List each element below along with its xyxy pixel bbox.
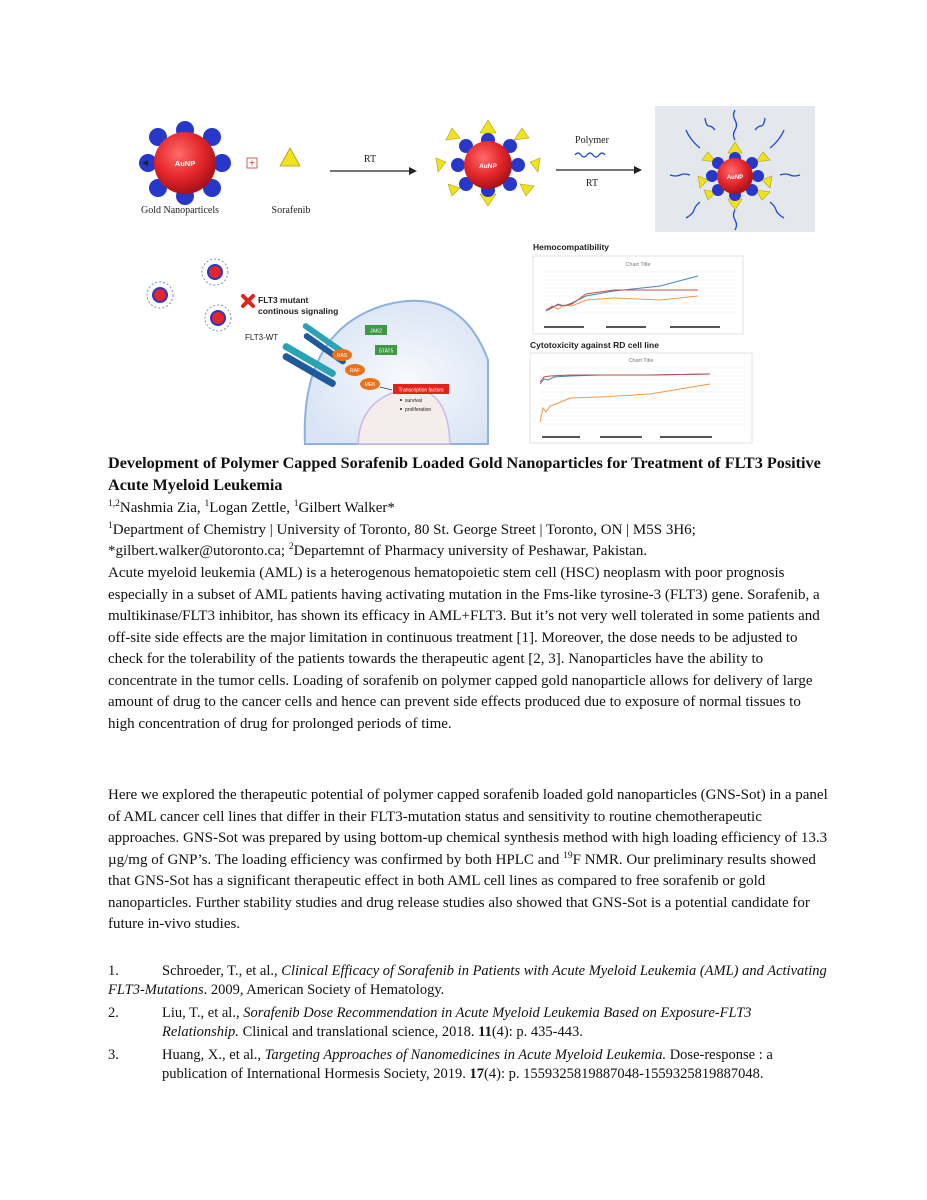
mutant-label-line2: continous signaling [258,306,339,316]
svg-text:RAF: RAF [350,368,360,374]
reference-pages: (4): p. 435-443. [491,1024,583,1040]
author-2: Logan Zettle, [209,500,294,516]
affil-1-sup: 1 [108,521,113,531]
svg-text:JAK2: JAK2 [370,328,382,335]
stat5-box [375,345,397,355]
affiliation-1: Department of Chemistry | University of Toronto, 80 St. George Street | Toronto, ON | M5S 3H6; [112,522,696,538]
svg-text:STAT5: STAT5 [378,348,394,355]
reference-authors: Schroeder, T., et al., [162,963,282,979]
gnp-caption: Gold Nanoparticels [140,205,220,216]
reference-title: Targeting Approaches of Nanomedicines in Acute Myeloid Leukemia. [264,1047,667,1063]
hemo-heading: Hemocompatibility [533,242,610,252]
author-3: Gilbert Walker* [298,500,395,516]
reference-authors: Huang, X., et al., [162,1047,265,1063]
hemo-chart-title: Chart Title [625,262,651,268]
reference-list [108,962,828,1088]
bullet-proliferation: proliferation [405,407,432,413]
reaction-arrow-1 [330,167,417,175]
gnp3-core-label: AuNP [726,175,744,181]
plus-sign: + [249,158,255,170]
svg-text:RAS: RAS [336,353,348,359]
affiliation-2: Departemnt of Pharmacy university of Peshawar, Pakistan. [293,543,648,559]
nmr-sup: 19 [563,850,573,861]
jak2-box [365,325,387,335]
graphical-abstract-figure [130,100,820,445]
gold-nanoparticle-icon [139,121,231,205]
ras-box [332,349,352,361]
corresponding-email: *gilbert.walker@utoronto.ca; [108,543,289,559]
reference-source: . 2009, American Society of Hematology. [203,982,445,998]
author-list [108,498,828,519]
paper-title: Development of Polymer Capped Sorafenib Loaded Gold Nanoparticles for Treatment of FLT3 Positive Acute Myeloid Leukemia [108,454,821,494]
gnp2-core-label: AuNP [479,163,497,170]
author-3-sup: 1 [293,499,299,509]
cyto-heading: Cytotoxicity against RD cell line [530,340,659,350]
affiliations [108,520,828,562]
reference-item [108,962,828,1000]
step2-top-label: Polymer [575,135,609,146]
reference-number: 2. [108,1005,119,1021]
reference-volume: 17 [469,1066,485,1082]
inhibit-x-icon [243,296,253,306]
paragraph-2-part-2: F NMR. Our preliminary results showed that GNS-Sot has a significant therapeutic effect in both AML cell lines as compared to free sorafenib or gold nanoparticles. Further stability studies and drug release studies also showed that GNS-Sot is a potential candidate for future in-vivo studies. [108,851,816,932]
reference-number: 3. [108,1047,119,1063]
reference-source: Dose-response : a publication of International Hormesis Society, 2019. [162,1047,773,1082]
sorafenib-triangle-icon [280,148,300,166]
author-2-sup: 1 [204,499,210,509]
author-1: Nashmia Zia, [119,500,205,516]
paragraph-2-part-1: Here we explored the therapeutic potential of polymer capped sorafenib loaded gold nanoparticles (GNS-Sot) in a panel of AML cancer cell lines that differ in their FLT3-mutation status and sensitivity to routine chemotherapeutic approaches. GNS-Sot was prepared by using bottom-up chemical synthesis method with high loading efficiency of 13.3 µg/mg of GNP’s. The loading efficiency was confirmed by both HPLC and [108,787,828,868]
step1-label: RT [363,154,377,165]
drug-caption: Sorafenib [271,205,311,216]
cyto-chart-title: Chart Title [628,358,654,364]
hemocompatibility-panel [533,242,743,334]
mek-box [360,378,380,390]
reference-source: Clinical and translational science, 2018. [238,1024,479,1040]
abstract-paragraph-2 [108,785,828,936]
reference-number: 1. [108,963,119,979]
reference-item [108,1046,828,1084]
step2-bottom-label: RT [585,178,599,189]
raf-box [345,364,365,376]
gnp-core-label: AuNP [174,159,196,168]
reaction-arrow-2 [556,166,642,174]
cytotoxicity-panel [530,340,752,443]
transcription-label: Transcription factors [398,387,444,394]
bullet-survival: survival [405,398,422,404]
svg-text:MEK: MEK [364,382,376,388]
affil-2-sup: 2 [288,542,294,552]
reference-item [108,1004,828,1042]
drug-loaded-nanoparticle-icon [436,120,540,206]
figure-canvas [130,100,820,445]
reference-pages: (4): p. 1559325819887048-1559325819887048. [484,1066,764,1082]
reference-title: Clinical Efficacy of Sorafenib in Patients with Acute Myeloid Leukemia (AML) and Activating FLT3-Mutations [108,963,827,998]
polymer-squiggle-icon [575,153,605,157]
reference-title: Sorafenib Dose Recommendation in Acute Myeloid Leukemia Based on Exposure-FLT3 Relationship. [162,1005,752,1040]
author-1-sup: 1,2 [108,499,120,509]
wt-label: FLT3-WT [245,333,279,342]
reference-volume: 11 [478,1024,492,1040]
abstract-paragraph-1: Acute myeloid leukemia (AML) is a heterogenous hematopoietic stem cell (HSC) neoplasm with poor prognosis especially in a subset of AML patients having activating mutation in the Fms-like tyrosine-3 (FLT3) gene. Sorafenib, a multikinase/FLT3 inhibitor, has shown its efficacy in AML+FLT3. But it’s not very well tolerated in some patients and off-site side effects are the major limitation in continuous treatment [1]. Moreover, the dose needs to be adjusted to check for the tolerability of the patients towards the therapeutic agent [2, 3]. Nanoparticles have the ability to concentrate in the tumor cells. Loading of sorafenib on polymer capped gold nanoparticle allows for delivery of large amount of drug to the cancer cells and hence can prevent side effects produced due to exposure of normal tissues to high concentration of drug for prolonged periods of time. [108,565,820,732]
mini-nanoparticles-icon [147,259,231,331]
mutant-label-line1: FLT3 mutant [258,295,309,305]
reference-authors: Liu, T., et al., [162,1005,244,1021]
flt3-pathway-diagram [147,259,488,444]
